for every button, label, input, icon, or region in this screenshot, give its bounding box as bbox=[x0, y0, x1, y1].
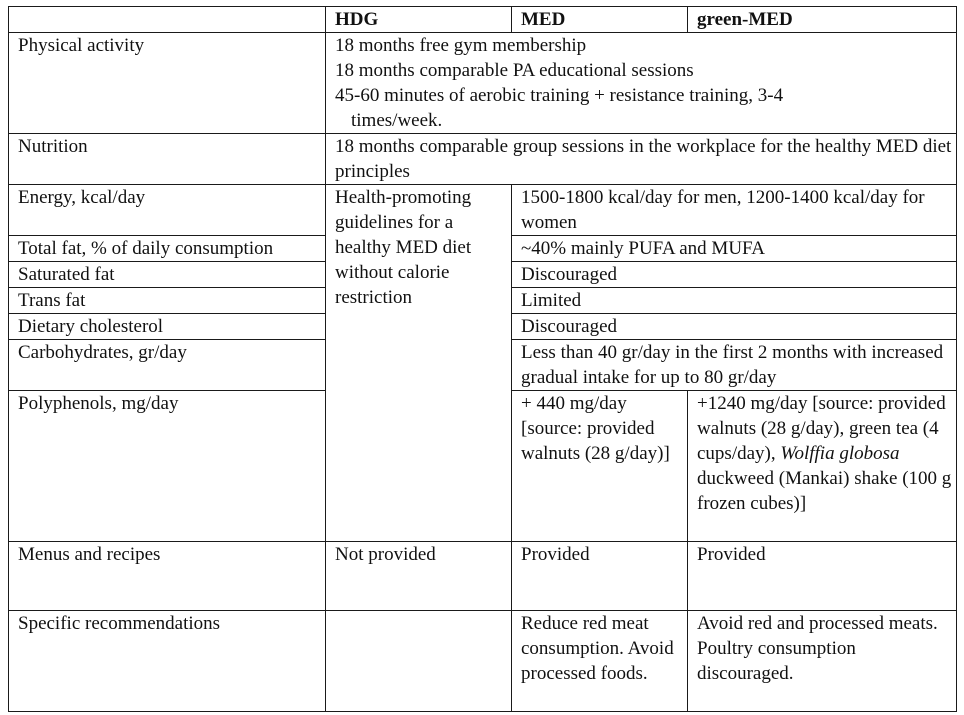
label-saturated-fat: Saturated fat bbox=[9, 262, 326, 288]
row-physical-activity bbox=[9, 33, 957, 134]
hdg-guidelines: Health-promoting guidelines for a healthy MED diet without calorie restriction bbox=[326, 185, 512, 542]
label-dietary-cholesterol: Dietary cholesterol bbox=[9, 314, 326, 340]
pa-line-4: times/week. bbox=[351, 110, 443, 131]
polyphenols-green-med-part2: duckweed (Mankai) shake (100 g frozen cubes)] bbox=[697, 468, 952, 514]
value-nutrition: 18 months comparable group sessions in the workplace for the healthy MED diet principles bbox=[326, 134, 957, 185]
label-energy: Energy, kcal/day bbox=[9, 185, 326, 236]
header-green-med: green-MED bbox=[688, 7, 957, 33]
value-energy: 1500-1800 kcal/day for men, 1200-1400 kcal/day for women bbox=[512, 185, 957, 236]
header-row bbox=[9, 7, 957, 33]
value-menus-hdg: Not provided bbox=[326, 542, 512, 611]
value-specific-green-med: Avoid red and processed meats. Poultry consumption discouraged. bbox=[688, 611, 957, 712]
value-trans-fat: Limited bbox=[512, 288, 957, 314]
value-polyphenols-green-med bbox=[688, 391, 957, 542]
value-specific-med: Reduce red meat consumption. Avoid processed foods. bbox=[512, 611, 688, 712]
value-menus-green-med: Provided bbox=[688, 542, 957, 611]
header-empty bbox=[9, 7, 326, 33]
diet-comparison-table bbox=[8, 6, 957, 712]
row-specific bbox=[9, 611, 957, 712]
value-polyphenols-med: + 440 mg/day [source: provided walnuts (28 g/day)] bbox=[512, 391, 688, 542]
row-nutrition bbox=[9, 134, 957, 185]
pa-line-1: 18 months free gym membership bbox=[335, 35, 587, 56]
label-carbohydrates: Carbohydrates, gr/day bbox=[9, 340, 326, 391]
pa-line-2: 18 months comparable PA educational sessions bbox=[335, 60, 694, 81]
label-nutrition: Nutrition bbox=[9, 134, 326, 185]
label-polyphenols: Polyphenols, mg/day bbox=[9, 391, 326, 542]
pa-line-3: 45-60 minutes of aerobic training + resistance training, 3-4 bbox=[335, 85, 784, 106]
label-total-fat: Total fat, % of daily consumption bbox=[9, 236, 326, 262]
value-menus-med: Provided bbox=[512, 542, 688, 611]
value-total-fat: ~40% mainly PUFA and MUFA bbox=[512, 236, 957, 262]
row-energy bbox=[9, 185, 957, 236]
value-saturated-fat: Discouraged bbox=[512, 262, 957, 288]
label-menus: Menus and recipes bbox=[9, 542, 326, 611]
value-dietary-cholesterol: Discouraged bbox=[512, 314, 957, 340]
row-menus bbox=[9, 542, 957, 611]
header-med: MED bbox=[512, 7, 688, 33]
label-physical-activity: Physical activity bbox=[9, 33, 326, 134]
header-hdg: HDG bbox=[326, 7, 512, 33]
polyphenols-green-med-part1: +1240 mg/day [source: provided walnuts (28 g/day), green tea (4 cups/day), bbox=[697, 393, 946, 464]
label-specific: Specific recommendations bbox=[9, 611, 326, 712]
value-carbohydrates: Less than 40 gr/day in the first 2 months with increased gradual intake for up to 80 gr/day bbox=[512, 340, 957, 391]
polyphenols-species-name: Wolffia globosa bbox=[780, 443, 900, 464]
value-specific-hdg bbox=[326, 611, 512, 712]
value-physical-activity bbox=[326, 33, 957, 134]
label-trans-fat: Trans fat bbox=[9, 288, 326, 314]
